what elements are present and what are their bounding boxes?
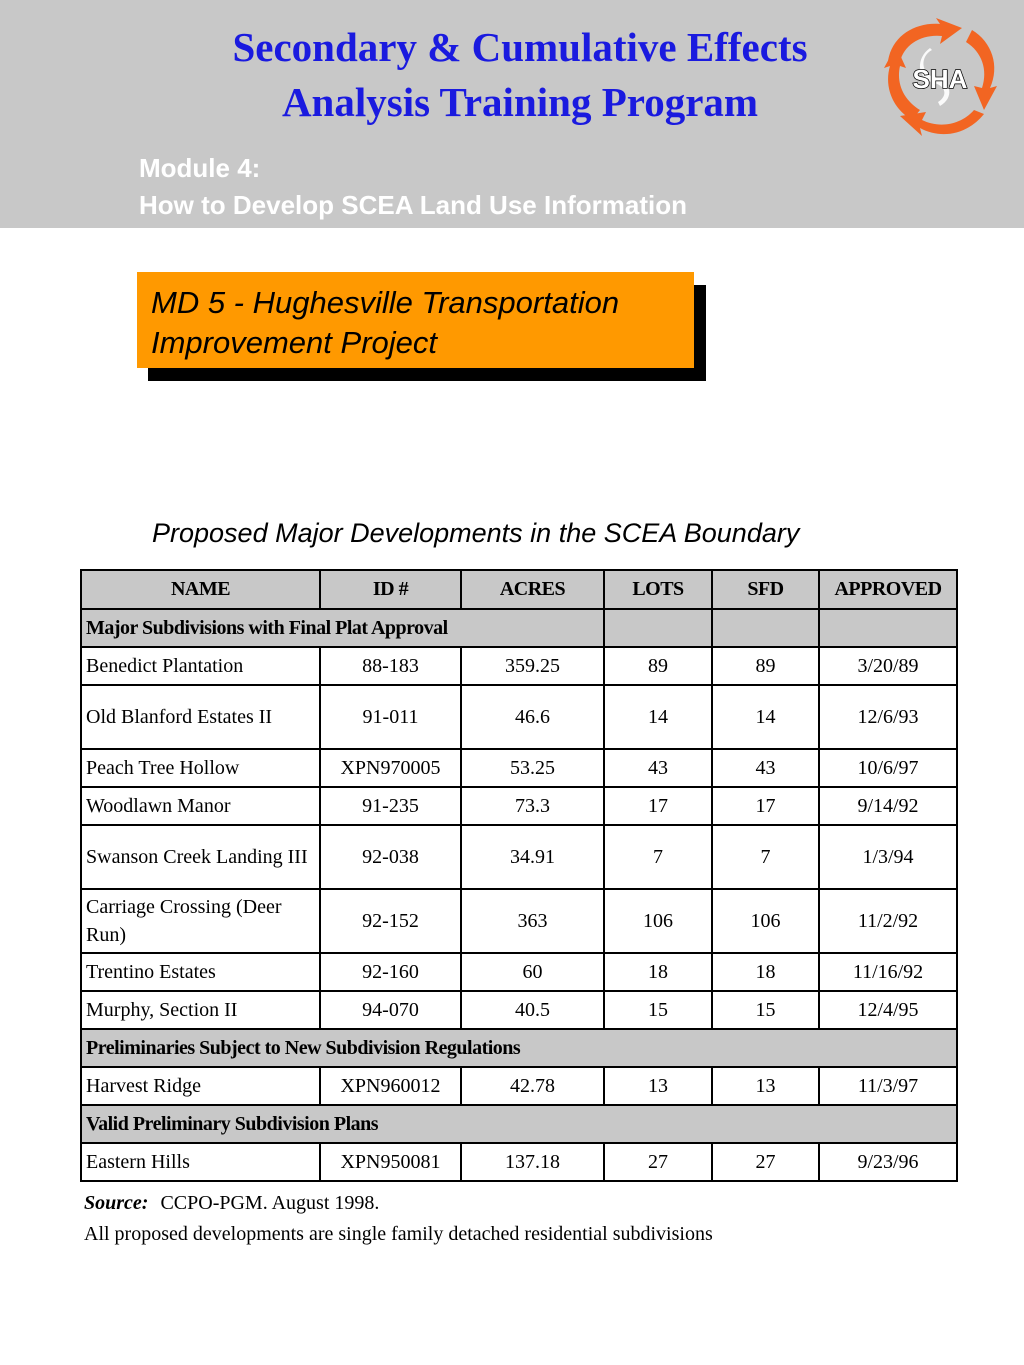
cell-name: Carriage Crossing (Deer Run) <box>81 889 320 953</box>
cell-approved: 12/6/93 <box>819 685 957 749</box>
cell-approved: 11/16/92 <box>819 953 957 991</box>
table-row <box>81 991 957 1029</box>
table-row <box>81 647 957 685</box>
cell-acres: 359.25 <box>461 647 604 685</box>
cell-sfd: 7 <box>712 825 819 889</box>
cell-approved: 12/4/95 <box>819 991 957 1029</box>
cell-lots: 17 <box>604 787 712 825</box>
cell-acres: 60 <box>461 953 604 991</box>
cell-acres: 40.5 <box>461 991 604 1029</box>
table-row <box>81 787 957 825</box>
cell-sfd: 15 <box>712 991 819 1029</box>
cell-acres: 46.6 <box>461 685 604 749</box>
cell-id: 91-011 <box>320 685 461 749</box>
cell-approved: 1/3/94 <box>819 825 957 889</box>
developments-table <box>80 569 958 1182</box>
table-row <box>81 749 957 787</box>
cell-approved: 10/6/97 <box>819 749 957 787</box>
cell-name: Woodlawn Manor <box>81 787 320 825</box>
cell-sfd: 14 <box>712 685 819 749</box>
cell-acres: 42.78 <box>461 1067 604 1105</box>
col-header-id: ID # <box>320 570 461 609</box>
table-row <box>81 889 957 953</box>
cell-id: XPN970005 <box>320 749 461 787</box>
source-label: Source: <box>84 1192 149 1214</box>
col-header-name: NAME <box>81 570 320 609</box>
main-title-line1: Secondary & Cumulative Effects <box>232 24 808 70</box>
col-header-acres: ACRES <box>461 570 604 609</box>
cell-sfd: 27 <box>712 1143 819 1181</box>
cell-name: Benedict Plantation <box>81 647 320 685</box>
footnote <box>84 1188 713 1250</box>
cell-id: 94-070 <box>320 991 461 1029</box>
source-text: CCPO-PGM. August 1998. <box>160 1192 380 1214</box>
table-row <box>81 685 957 749</box>
cell-lots: 43 <box>604 749 712 787</box>
cell-name: Swanson Creek Landing III <box>81 825 320 889</box>
cell-id: XPN960012 <box>320 1067 461 1105</box>
cell-name: Peach Tree Hollow <box>81 749 320 787</box>
cell-sfd: 13 <box>712 1067 819 1105</box>
cell-approved: 11/3/97 <box>819 1067 957 1105</box>
cell-sfd: 89 <box>712 647 819 685</box>
source-line <box>84 1188 713 1219</box>
cell-sfd: 17 <box>712 787 819 825</box>
module-number: Module 4: <box>139 153 261 183</box>
cell-id: 91-235 <box>320 787 461 825</box>
cell-id: 92-038 <box>320 825 461 889</box>
cell-acres: 34.91 <box>461 825 604 889</box>
cell-name: Harvest Ridge <box>81 1067 320 1105</box>
col-header-sfd: SFD <box>712 570 819 609</box>
table-row <box>81 825 957 889</box>
section-heading: Valid Preliminary Subdivision Plans <box>81 1105 957 1143</box>
footnote-note: All proposed developments are single family detached residential subdivisions <box>84 1223 713 1245</box>
cell-id: 88-183 <box>320 647 461 685</box>
table-row <box>81 1143 957 1181</box>
cell-lots: 15 <box>604 991 712 1029</box>
cell-lots: 14 <box>604 685 712 749</box>
table-caption: Proposed Major Developments in the SCEA Boundary <box>152 518 800 548</box>
main-title-line2: Analysis Training Program <box>281 79 759 125</box>
module-subtitle <box>139 150 687 224</box>
cell-lots: 27 <box>604 1143 712 1181</box>
cell-lots: 106 <box>604 889 712 953</box>
section-heading-row <box>81 1029 957 1067</box>
col-header-approved: APPROVED <box>819 570 957 609</box>
cell-id: 92-160 <box>320 953 461 991</box>
cell-id: XPN950081 <box>320 1143 461 1181</box>
main-title <box>140 20 900 130</box>
section-heading-row <box>81 609 957 647</box>
section-heading: Major Subdivisions with Final Plat Approval <box>81 609 604 647</box>
table-body <box>81 609 957 1181</box>
table-row <box>81 1067 957 1105</box>
callout-line2: Improvement Project <box>151 325 437 360</box>
cell-approved: 3/20/89 <box>819 647 957 685</box>
module-title: How to Develop SCEA Land Use Information <box>139 190 687 220</box>
cell-lots: 89 <box>604 647 712 685</box>
cell-acres: 53.25 <box>461 749 604 787</box>
cell-acres: 73.3 <box>461 787 604 825</box>
cell-sfd: 18 <box>712 953 819 991</box>
cell-sfd: 106 <box>712 889 819 953</box>
sha-logo-icon <box>880 16 1000 140</box>
cell-acres: 363 <box>461 889 604 953</box>
cell-approved: 9/23/96 <box>819 1143 957 1181</box>
project-callout <box>137 272 694 368</box>
cell-name: Old Blanford Estates II <box>81 685 320 749</box>
cell-name: Trentino Estates <box>81 953 320 991</box>
logo-text: SHA <box>912 64 968 94</box>
cell-lots: 13 <box>604 1067 712 1105</box>
header-banner <box>0 0 1024 228</box>
cell-lots: 7 <box>604 825 712 889</box>
section-heading-row <box>81 1105 957 1143</box>
cell-name: Eastern Hills <box>81 1143 320 1181</box>
cell-approved: 11/2/92 <box>819 889 957 953</box>
section-empty-cell <box>819 609 957 647</box>
cell-sfd: 43 <box>712 749 819 787</box>
cell-acres: 137.18 <box>461 1143 604 1181</box>
section-empty-cell <box>712 609 819 647</box>
cell-name: Murphy, Section II <box>81 991 320 1029</box>
callout-line1: MD 5 - Hughesville Transportation <box>151 285 620 320</box>
cell-lots: 18 <box>604 953 712 991</box>
table-header-row <box>81 570 957 609</box>
col-header-lots: LOTS <box>604 570 712 609</box>
section-heading: Preliminaries Subject to New Subdivision Regulations <box>81 1029 957 1067</box>
cell-approved: 9/14/92 <box>819 787 957 825</box>
table-row <box>81 953 957 991</box>
section-empty-cell <box>604 609 712 647</box>
cell-id: 92-152 <box>320 889 461 953</box>
